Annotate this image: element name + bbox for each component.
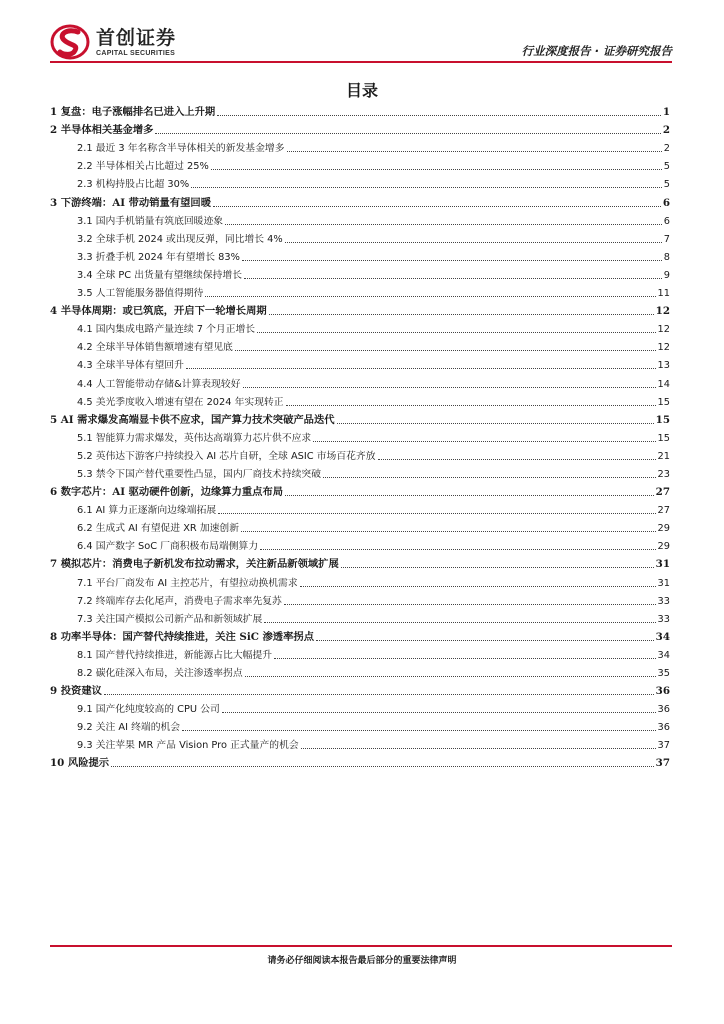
toc-subsection-entry[interactable] [50, 173, 670, 191]
toc-dot-leader [211, 169, 662, 170]
toc-subsection-entry[interactable] [50, 427, 670, 445]
toc-subsection-entry[interactable] [50, 662, 670, 680]
toc-section-entry[interactable] [50, 626, 670, 644]
toc-dot-leader [222, 712, 656, 713]
toc-entry-title: 4.2 全球半导体销售额增速有望见底 [77, 342, 233, 354]
toc-page-number: 31 [655, 558, 670, 571]
toc-page-number: 21 [657, 450, 670, 462]
toc-subsection-entry[interactable] [50, 499, 670, 517]
toc-entry-title: 3.4 全球 PC 出货量有望继续保持增长 [77, 269, 243, 281]
toc-dot-leader [104, 694, 654, 695]
toc-entry-title: 3.2 全球手机 2024 或出现反弹，同比增长 4% [77, 233, 283, 245]
toc-dot-leader [341, 567, 654, 568]
toc-entry-title: 3.1 国内手机销量有筑底回暖迹象 [77, 215, 224, 227]
toc-dot-leader [111, 766, 654, 767]
toc-entry-title: 8 功率半导体：国产替代持续推进，关注 SiC 渗透率拐点 [50, 630, 314, 643]
toc-dot-leader [182, 730, 655, 731]
toc-page-number: 5 [663, 161, 670, 173]
toc-subsection-entry[interactable] [50, 644, 670, 662]
toc-page-number: 11 [657, 288, 670, 300]
toc-subsection-entry[interactable] [50, 517, 670, 535]
toc-page-number: 14 [657, 378, 670, 390]
toc-entry-title: 5.3 禁令下国产替代重要性凸显，国内厂商技术持续突破 [77, 468, 322, 480]
toc-entry-title: 7.3 关注国产模拟公司新产品和新领域扩展 [77, 613, 263, 625]
toc-page-number: 36 [657, 722, 670, 734]
toc-section-entry[interactable] [50, 752, 670, 770]
toc-section-entry[interactable] [50, 680, 670, 698]
toc-page-number: 31 [657, 577, 670, 589]
toc-page-number: 33 [657, 595, 670, 607]
toc-page-number: 9 [663, 269, 670, 281]
toc-page-number: 7 [663, 233, 670, 245]
toc-subsection-entry[interactable] [50, 734, 670, 752]
toc-entry-title: 8.1 国产替代持续推进，新能源占比大幅提升 [77, 649, 273, 661]
toc-entry-title: 5 AI 需求爆发高端显卡供不应求，国产算力技术突破产品迭代 [50, 413, 335, 426]
toc-page-number: 34 [655, 630, 670, 643]
toc-page-number: 12 [657, 324, 670, 336]
toc-subsection-entry[interactable] [50, 155, 670, 173]
toc-subsection-entry[interactable] [50, 391, 670, 409]
toc-dot-leader [287, 151, 662, 152]
logo-english-name: CAPITAL SECURITIES [96, 49, 176, 57]
toc-subsection-entry[interactable] [50, 137, 670, 155]
toc-entry-title: 3.5 人工智能服务器值得期待 [77, 288, 204, 300]
toc-dot-leader [274, 658, 655, 659]
toc-dot-leader [378, 459, 656, 460]
company-logo [50, 24, 176, 60]
toc-dot-leader [285, 242, 662, 243]
toc-page-number: 35 [657, 668, 670, 679]
toc-page-number: 8 [663, 251, 670, 263]
toc-dot-leader [286, 405, 656, 406]
toc-page-number: 23 [657, 468, 670, 480]
toc-section-entry[interactable] [50, 191, 670, 209]
capital-securities-logo-icon [50, 24, 90, 60]
toc-entry-title: 9.1 国产化纯度较高的 CPU 公司 [77, 704, 220, 716]
toc-dot-leader [205, 296, 655, 297]
toc-entry-title: 1 复盘：电子涨幅排名已进入上升期 [50, 106, 216, 119]
legal-disclaimer: 请务必仔细阅读本报告最后部分的重要法律声明 [267, 956, 457, 966]
toc-page-number: 12 [655, 305, 670, 318]
toc-section-entry[interactable] [50, 300, 670, 318]
toc-section-entry[interactable] [50, 553, 670, 571]
toc-dot-leader [244, 278, 662, 279]
toc-page-number: 29 [657, 523, 670, 535]
toc-dot-leader [264, 622, 655, 623]
toc-subsection-entry[interactable] [50, 372, 670, 390]
toc-subsection-entry[interactable] [50, 210, 670, 228]
toc-page-number: 37 [657, 740, 670, 752]
toc-dot-leader [245, 676, 656, 677]
toc-entry-title: 3 下游终端：AI 带动销量有望回暖 [50, 196, 211, 209]
toc-dot-leader [191, 187, 662, 188]
toc-subsection-entry[interactable] [50, 463, 670, 481]
toc-page-number: 15 [657, 396, 670, 408]
toc-dot-leader [213, 206, 661, 207]
table-of-contents [50, 101, 670, 770]
toc-entry-title: 3.3 折叠手机 2024 年有望增长 83% [77, 251, 240, 263]
toc-subsection-entry[interactable] [50, 535, 670, 553]
toc-page-number: 36 [655, 685, 670, 698]
toc-section-entry[interactable] [50, 481, 670, 499]
toc-entry-title: 4.1 国内集成电路产量连续 7 个月正增长 [77, 324, 256, 336]
toc-page-number: 36 [657, 704, 670, 716]
toc-section-entry[interactable] [50, 409, 670, 427]
toc-dot-leader [218, 513, 655, 514]
toc-entry-title: 2 半导体相关基金增多 [50, 124, 154, 137]
toc-dot-leader [186, 368, 656, 369]
toc-page-number: 5 [663, 179, 670, 191]
footer-divider [50, 945, 672, 947]
toc-dot-leader [225, 224, 662, 225]
toc-entry-title: 5.2 英伟达下游客户持续投入 AI 芯片自研，全球 ASIC 市场百花齐放 [77, 450, 376, 462]
toc-page-number: 34 [657, 649, 670, 661]
toc-entry-title: 7.2 终端库存去化尾声，消费电子需求率先复苏 [77, 595, 282, 607]
toc-subsection-entry[interactable] [50, 716, 670, 734]
toc-page-number: 33 [657, 613, 670, 625]
toc-subsection-entry[interactable] [50, 698, 670, 716]
toc-subsection-entry[interactable] [50, 445, 670, 463]
toc-subsection-entry[interactable] [50, 336, 670, 354]
toc-dot-leader [243, 387, 656, 388]
header-divider [50, 61, 672, 63]
toc-dot-leader [235, 350, 656, 351]
toc-entry-title: 10 风险提示 [50, 757, 110, 770]
toc-entry-title: 9.3 关注苹果 MR 产品 Vision Pro 正式量产的机会 [77, 740, 299, 752]
toc-entry-title: 6.2 生成式 AI 有望促进 XR 加速创新 [77, 523, 240, 535]
toc-section-entry[interactable] [50, 119, 670, 137]
toc-entry-title: 6.4 国产数字 SoC 厂商积极布局端侧算力 [77, 541, 259, 553]
toc-subsection-entry[interactable] [50, 228, 670, 246]
toc-dot-leader [260, 549, 655, 550]
toc-page-number: 2 [662, 124, 670, 137]
toc-entry-title: 9.2 关注 AI 终端的机会 [77, 722, 181, 734]
toc-dot-leader [337, 423, 654, 424]
toc-dot-leader [241, 531, 656, 532]
toc-title: 目录 [345, 81, 378, 100]
toc-entry-title: 9 投资建议 [50, 685, 102, 698]
toc-page-number: 37 [655, 757, 670, 770]
toc-subsection-entry[interactable] [50, 246, 670, 264]
toc-entry-title: 4 半导体周期：或已筑底，开启下一轮增长周期 [50, 305, 267, 318]
toc-subsection-entry[interactable] [50, 571, 670, 589]
toc-page-number: 15 [657, 432, 670, 444]
toc-page-number: 27 [655, 486, 670, 499]
toc-dot-leader [269, 314, 654, 315]
toc-page-number: 6 [662, 196, 670, 209]
toc-page-number: 15 [655, 413, 670, 426]
logo-chinese-name: 首创证券 [96, 26, 177, 49]
toc-entry-title: 2.1 最近 3 年名称含半导体相关的新发基金增多 [77, 143, 285, 155]
toc-entry-title: 5.1 智能算力需求爆发，英伟达高端算力芯片供不应求 [77, 432, 312, 444]
toc-entry-title: 7 模拟芯片：消费电子新机发布拉动需求，关注新品新领域扩展 [50, 558, 339, 571]
toc-page-number: 12 [657, 342, 670, 354]
toc-dot-leader [155, 133, 660, 134]
report-type-label: 行业深度报告 · 证券研究报告 [521, 44, 672, 58]
toc-entry-title: 4.4 人工智能带动存储&计算表现较好 [77, 378, 241, 390]
toc-dot-leader [301, 748, 656, 749]
toc-dot-leader [242, 260, 662, 261]
toc-entry-title: 7.1 平台厂商发布 AI 主控芯片，有望拉动换机需求 [77, 577, 298, 589]
toc-page-number: 6 [663, 215, 670, 227]
toc-section-entry[interactable] [50, 101, 670, 119]
toc-dot-leader [323, 477, 656, 478]
toc-subsection-entry[interactable] [50, 282, 670, 300]
toc-subsection-entry[interactable] [50, 608, 670, 626]
toc-dot-leader [313, 441, 655, 442]
toc-subsection-entry[interactable] [50, 264, 670, 282]
toc-subsection-entry[interactable] [50, 590, 670, 608]
toc-subsection-entry[interactable] [50, 354, 670, 372]
toc-dot-leader [285, 495, 654, 496]
toc-dot-leader [316, 640, 654, 641]
toc-dot-leader [217, 115, 661, 116]
toc-entry-title: 6 数字芯片：AI 驱动硬件创新，边缘算力重点布局 [50, 486, 284, 499]
toc-entry-title: 8.2 碳化硅深入布局，关注渗透率拐点 [77, 668, 243, 679]
toc-entry-title: 6.1 AI 算力正逐渐向边缘端拓展 [77, 505, 217, 517]
toc-entry-title: 2.2 半导体相关占比超过 25% [77, 161, 209, 173]
toc-entry-title: 2.3 机构持股占比超 30% [77, 179, 190, 191]
toc-subsection-entry[interactable] [50, 318, 670, 336]
toc-page-number: 13 [657, 360, 670, 372]
toc-dot-leader [284, 604, 656, 605]
toc-dot-leader [257, 332, 655, 333]
toc-page-number: 29 [657, 541, 670, 553]
toc-page-number: 2 [663, 143, 670, 155]
toc-entry-title: 4.5 美光季度收入增速有望在 2024 年实现转正 [77, 396, 284, 408]
toc-page-number: 1 [662, 106, 670, 119]
toc-page-number: 27 [657, 505, 670, 517]
toc-entry-title: 4.3 全球半导体有望回升 [77, 360, 184, 372]
toc-dot-leader [300, 586, 656, 587]
